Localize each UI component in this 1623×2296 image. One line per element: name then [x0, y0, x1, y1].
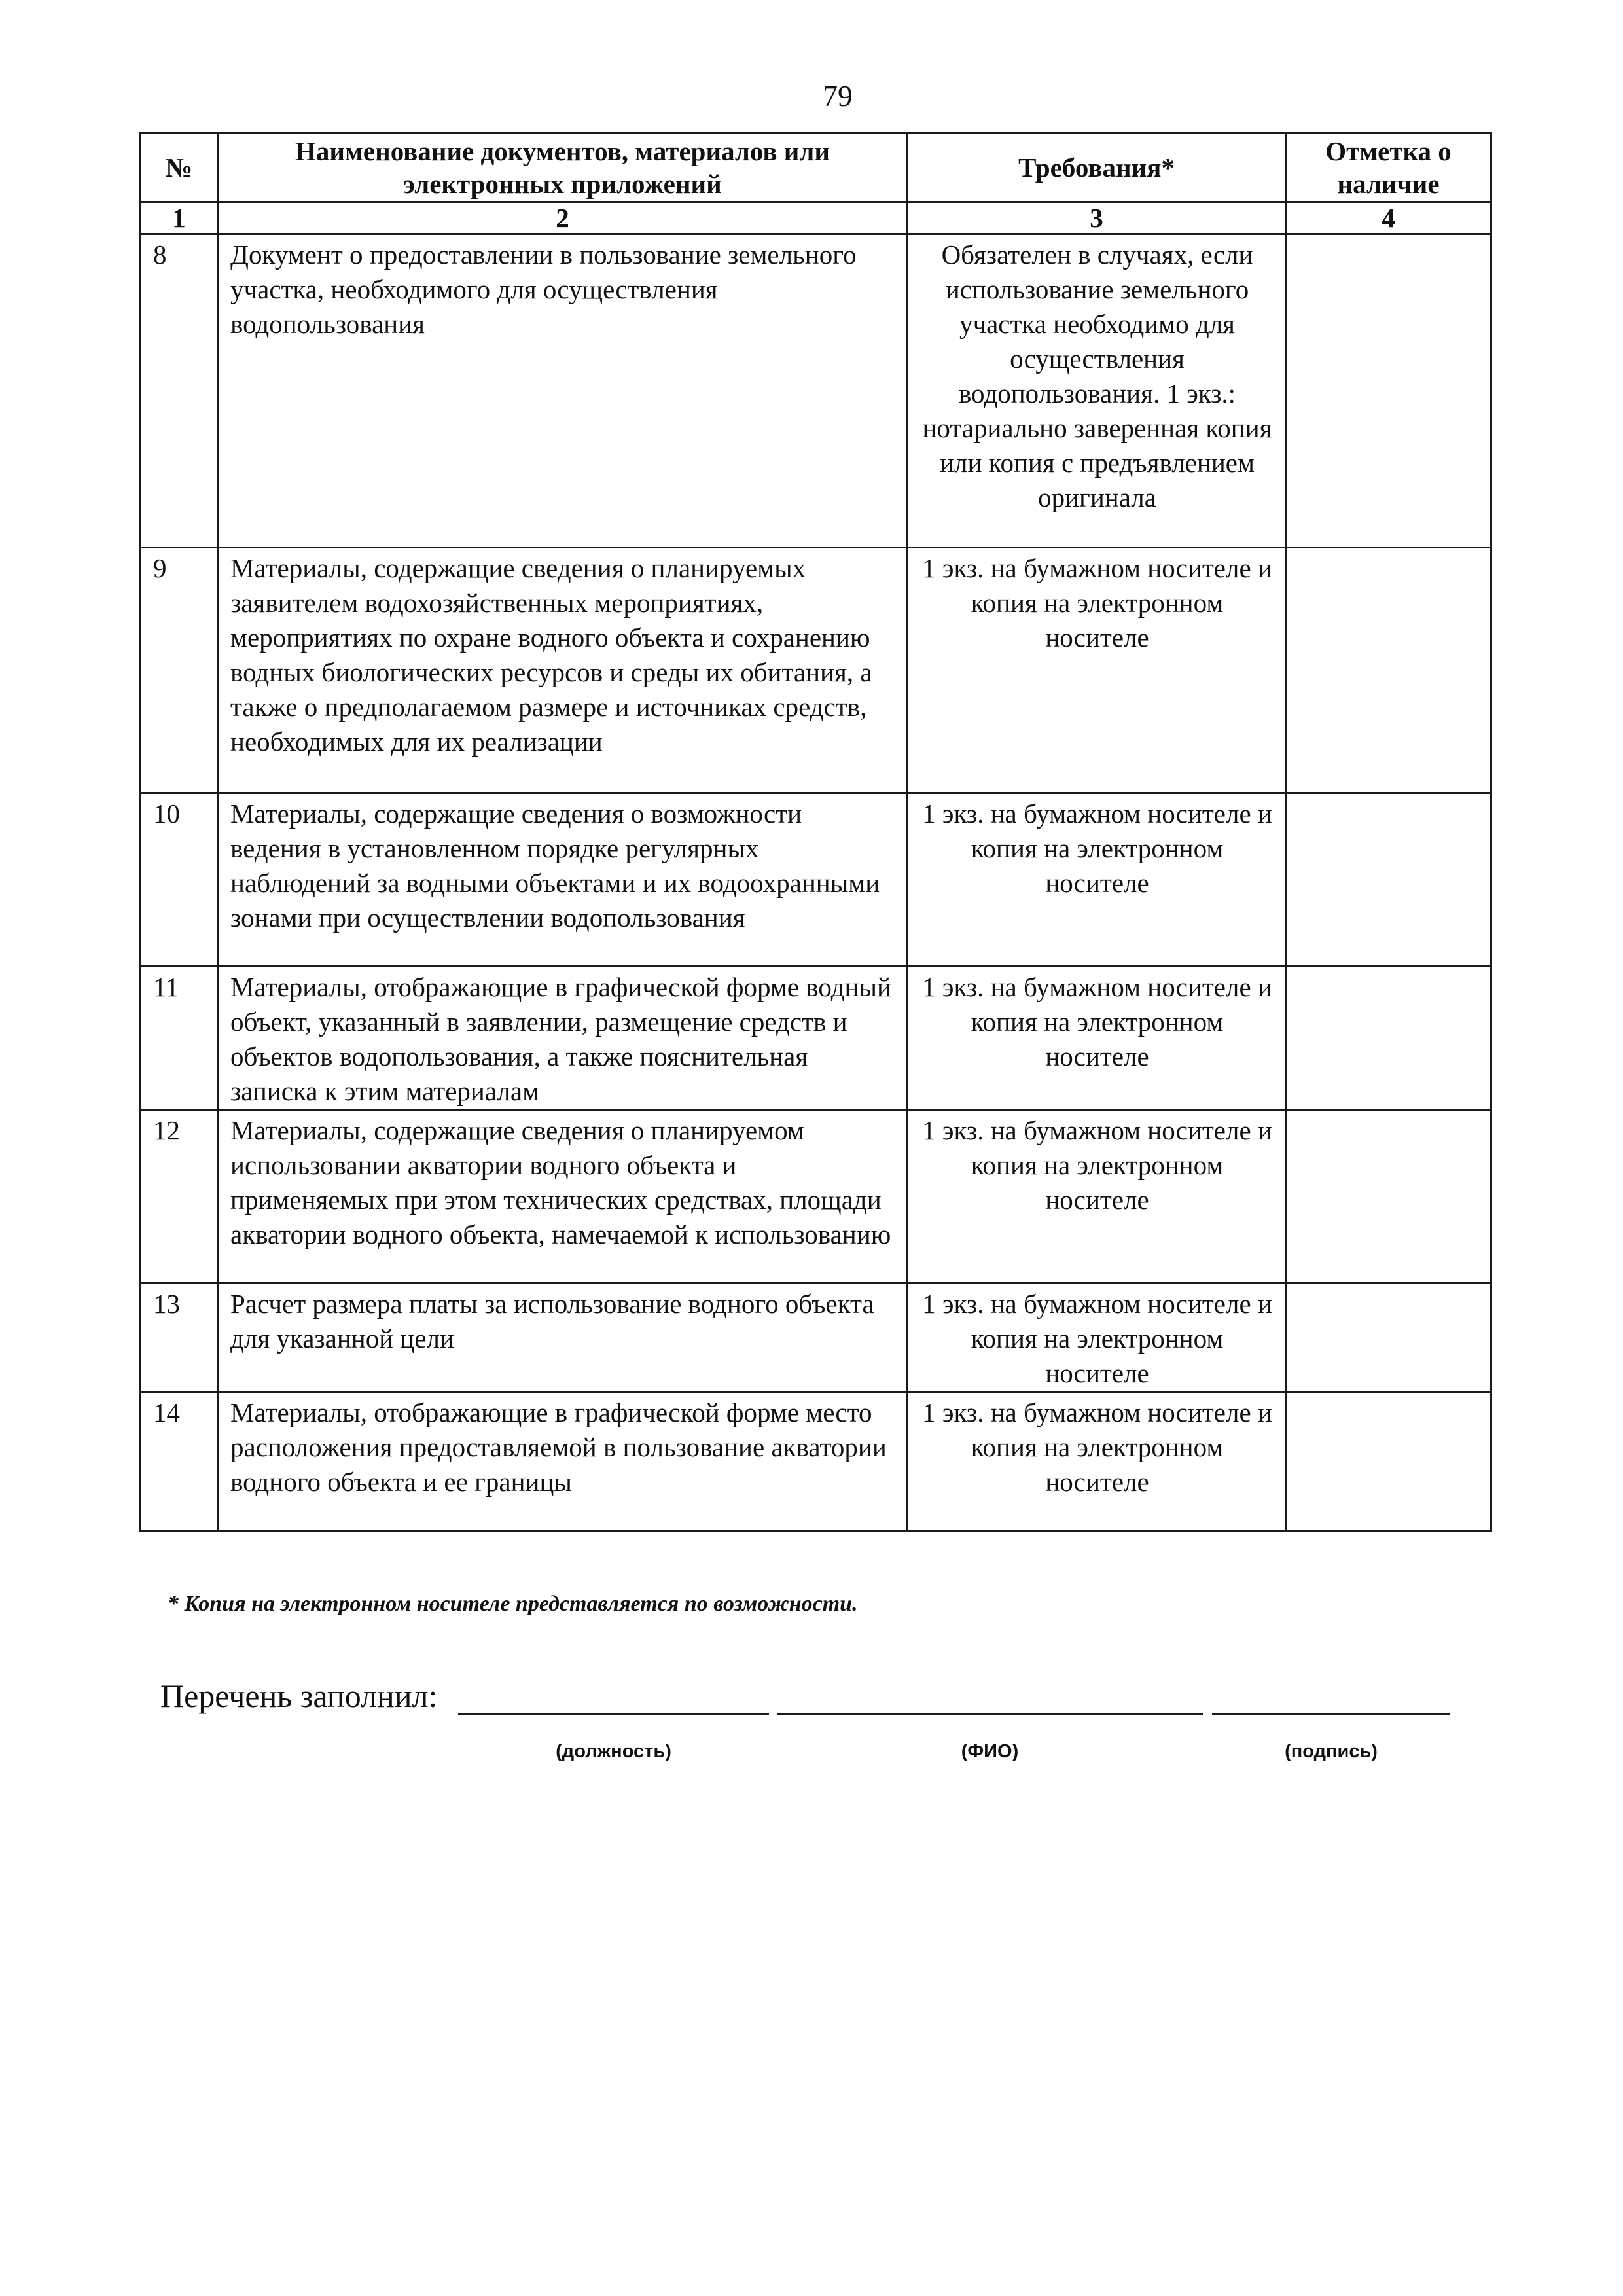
table-header-row [141, 134, 1491, 202]
row-requirement: 1 экз. на бумажном носителе и копия на электронном носителе [908, 1110, 1286, 1283]
table-row [141, 548, 1491, 793]
table-row [141, 234, 1491, 548]
row-mark-cell[interactable] [1286, 793, 1491, 967]
full-name-line[interactable] [777, 1713, 1203, 1715]
filled-by-label: Перечень заполнил: [160, 1677, 438, 1714]
row-number: 11 [141, 967, 218, 1110]
header-requirements: Требования* [908, 134, 1286, 202]
header-mark: Отметка о наличие [1286, 134, 1491, 202]
column-number: 3 [908, 202, 1286, 234]
position-line[interactable] [458, 1713, 769, 1715]
row-mark-cell[interactable] [1286, 1392, 1491, 1531]
row-number: 8 [141, 234, 218, 548]
row-document-name: Материалы, содержащие сведения о планируемом использовании акватории водного объекта и применяемых при этом технических средствах, площади акватории водного объекта, намечаемой к использованию [218, 1110, 908, 1283]
table-row [141, 793, 1491, 967]
row-requirement: 1 экз. на бумажном носителе и копия на электронном носителе [908, 967, 1286, 1110]
row-requirement: 1 экз. на бумажном носителе и копия на электронном носителе [908, 548, 1286, 793]
row-number: 14 [141, 1392, 218, 1531]
header-name: Наименование документов, материалов или электронных приложений [218, 134, 908, 202]
row-number: 9 [141, 548, 218, 793]
full-name-caption: (ФИО) [961, 1741, 1019, 1762]
table-row [141, 967, 1491, 1110]
row-mark-cell[interactable] [1286, 1283, 1491, 1392]
position-caption: (должность) [556, 1741, 671, 1762]
row-requirement: 1 экз. на бумажном носителе и копия на электронном носителе [908, 793, 1286, 967]
signature-caption: (подпись) [1285, 1741, 1378, 1762]
column-number: 1 [141, 202, 218, 234]
row-mark-cell[interactable] [1286, 234, 1491, 548]
row-document-name: Документ о предоставлении в пользование земельного участка, необходимого для осуществления водопользования [218, 234, 908, 548]
row-document-name: Расчет размера платы за использование водного объекта для указанной цели [218, 1283, 908, 1392]
row-mark-cell[interactable] [1286, 967, 1491, 1110]
row-mark-cell[interactable] [1286, 1110, 1491, 1283]
row-mark-cell[interactable] [1286, 548, 1491, 793]
row-requirement: 1 экз. на бумажном носителе и копия на электронном носителе [908, 1392, 1286, 1531]
row-number: 13 [141, 1283, 218, 1392]
row-document-name: Материалы, содержащие сведения о планируемых заявителем водохозяйственных мероприятиях, мероприятиях по охране водного объекта и сохранению водных биологических ресурсов и среды их обитания, а также о предполагаемом размере и источниках средств, необходимых для их реализации [218, 548, 908, 793]
row-document-name: Материалы, содержащие сведения о возможности ведения в установленном порядке регулярных наблюдений за водными объектами и их водоохранными зонами при осуществлении водопользования [218, 793, 908, 967]
row-document-name: Материалы, отображающие в графической форме место расположения предоставляемой в пользование акватории водного объекта и ее границы [218, 1392, 908, 1531]
documents-table [139, 132, 1492, 1532]
table-row [141, 1283, 1491, 1392]
signature-line[interactable] [1212, 1713, 1450, 1715]
row-requirement: Обязателен в случаях, если использование земельного участка необходимо для осуществления водопользования. 1 экз.: нотариально заверенная копия или копия с предъявлением оригинала [908, 234, 1286, 548]
row-document-name: Материалы, отображающие в графической форме водный объект, указанный в заявлении, размещение средств и объектов водопользования, а также пояснительная записка к этим материалам [218, 967, 908, 1110]
column-number: 2 [218, 202, 908, 234]
table-row [141, 1110, 1491, 1283]
row-number: 12 [141, 1110, 218, 1283]
table-row [141, 1392, 1491, 1531]
column-number: 4 [1286, 202, 1491, 234]
footnote: * Копия на электронном носителе представляется по возможности. [168, 1592, 858, 1616]
row-number: 10 [141, 793, 218, 967]
page-number: 79 [823, 79, 853, 113]
row-requirement: 1 экз. на бумажном носителе и копия на электронном носителе [908, 1283, 1286, 1392]
header-number: № [141, 134, 218, 202]
column-number-row [141, 202, 1491, 234]
